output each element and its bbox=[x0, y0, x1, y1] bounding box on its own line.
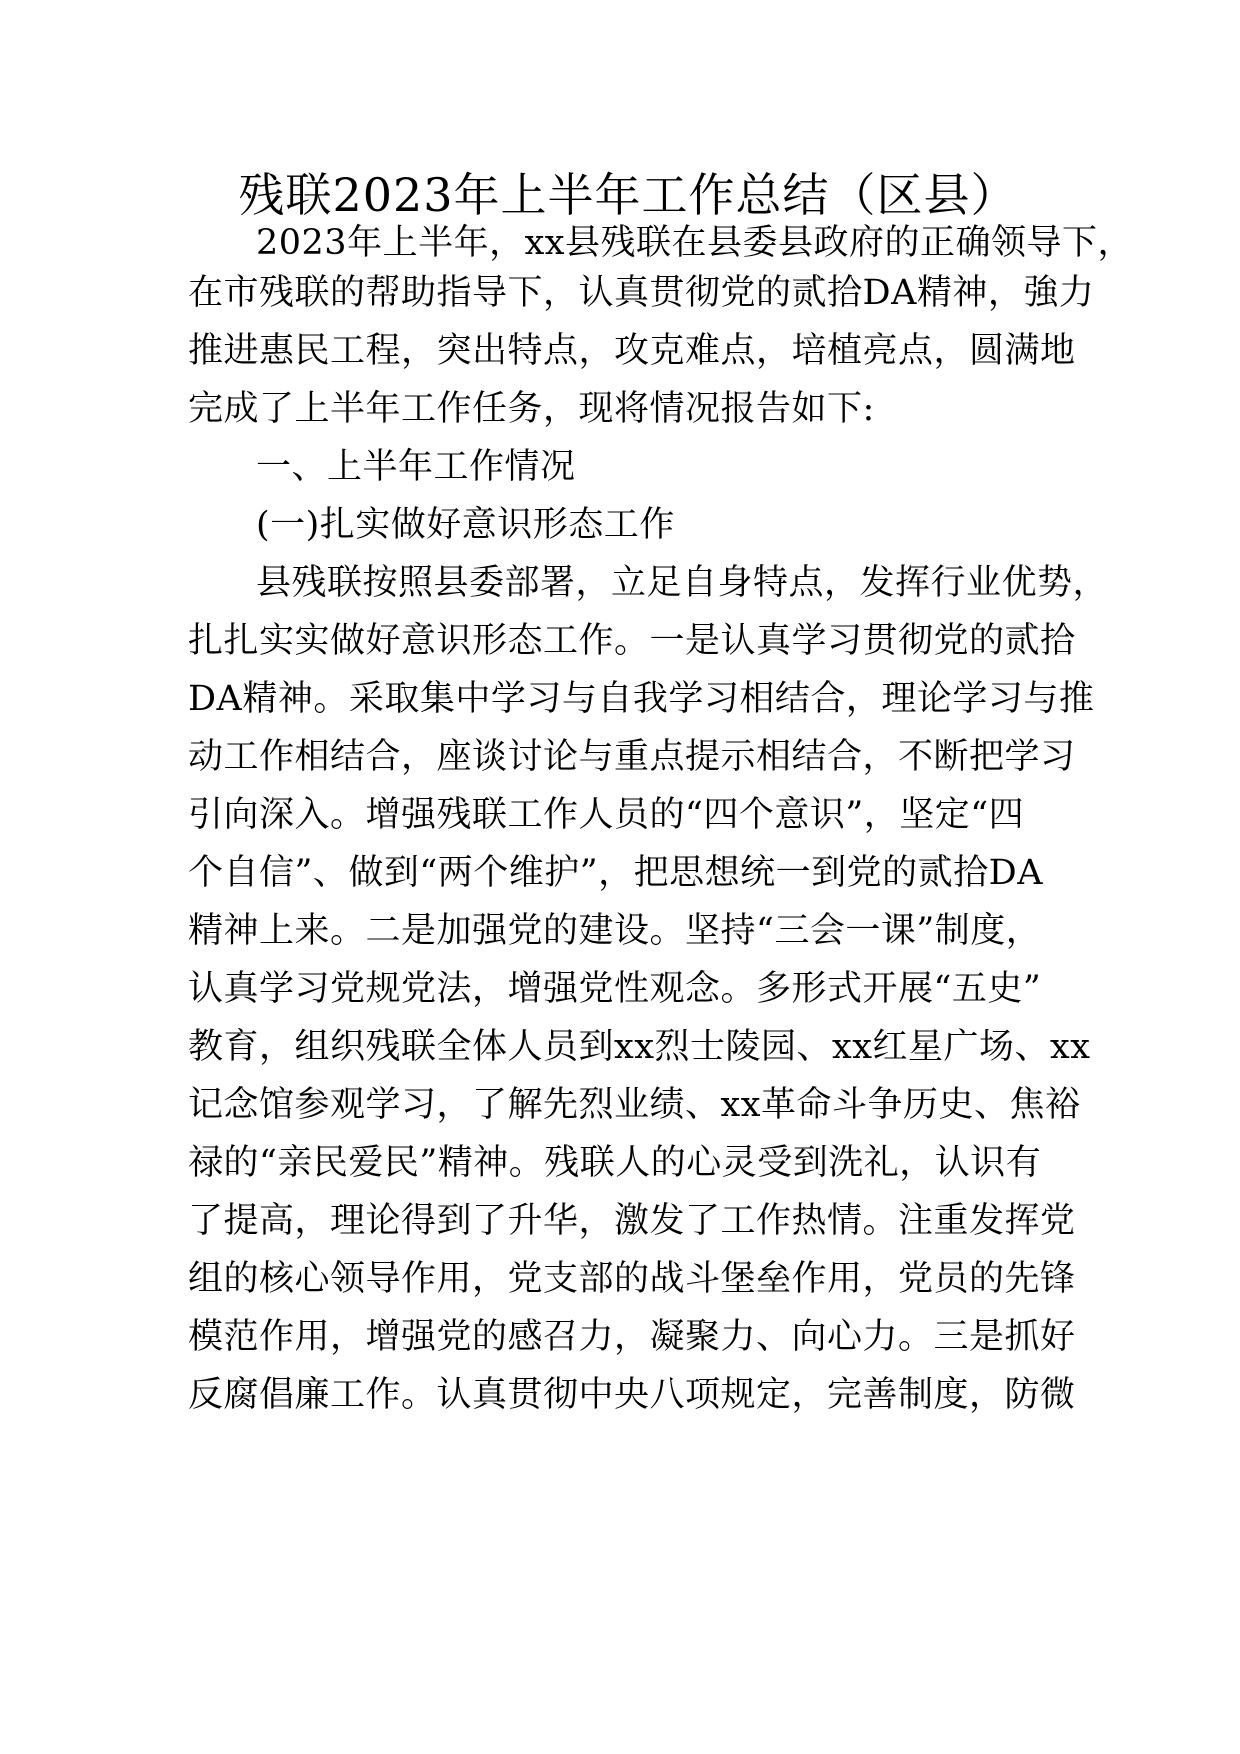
paragraph-line: 模范作用，增强党的感召力，凝聚力、向心力。三是抓好 bbox=[188, 1317, 1076, 1357]
paragraph-line: 组的核心领导作用，党支部的战斗堡垒作用，党员的先锋 bbox=[188, 1259, 1076, 1299]
paragraph-line: 了提高，理论得到了升华，激发了工作热情。注重发挥党 bbox=[188, 1201, 1076, 1241]
subsection-heading: (一)扎实做好意识形态工作 bbox=[256, 505, 675, 545]
paragraph-line: 教育，组织残联全体人员到xx烈士陵园、xx红星广场、xx bbox=[188, 1027, 1091, 1067]
paragraph-line: 禄的“亲民爱民”精神。残联人的心灵受到洗礼，认识有 bbox=[188, 1143, 1042, 1183]
section-heading: 一、上半年工作情况 bbox=[256, 447, 576, 487]
paragraph-line: 引向深入。增强残联工作人员的“四个意识”，坚定“四 bbox=[188, 795, 1025, 835]
paragraph-line: 2023年上半年，xx县残联在县委县政府的正确领导下， bbox=[256, 223, 1134, 263]
paragraph-line: 认真学习党规党法，增强党性观念。多形式开展“五史” bbox=[188, 969, 1042, 1009]
paragraph-line: 精神上来。二是加强党的建设。坚持“三会一课”制度， bbox=[188, 911, 1042, 951]
paragraph-line: 动工作相结合，座谈讨论与重点提示相结合，不断把学习 bbox=[188, 737, 1076, 777]
paragraph-line: 反腐倡廉工作。认真贯彻中央八项规定，完善制度，防微 bbox=[188, 1375, 1076, 1415]
paragraph-line: 完成了上半年工作任务，现将情况报告如下: bbox=[188, 389, 875, 429]
paragraph-line: 在市残联的帮助指导下，认真贯彻党的贰拾DA精神，強力 bbox=[188, 273, 1095, 313]
paragraph-line: 扎扎实实做好意识形态工作。一是认真学习贯彻党的贰拾 bbox=[188, 621, 1076, 661]
paragraph-line: 县残联按照县委部署，立足自身特点，发挥行业优势， bbox=[256, 563, 1109, 603]
paragraph-line: DA精神。采取集中学习与自我学习相结合，理论学习与推 bbox=[188, 679, 1095, 719]
document-title: 残联2023年上半年工作总结（区县） bbox=[238, 168, 1018, 222]
paragraph-line: 个自信”、做到“两个维护”，把思想统一到党的贰拾DA bbox=[188, 853, 1044, 893]
paragraph-line: 推进惠民工程，突出特点，攻克难点，培植亮点，圆满地 bbox=[188, 331, 1076, 371]
paragraph-line: 记念馆参观学习，了解先烈业绩、xx革命斗争历史、焦裕 bbox=[188, 1085, 1081, 1125]
